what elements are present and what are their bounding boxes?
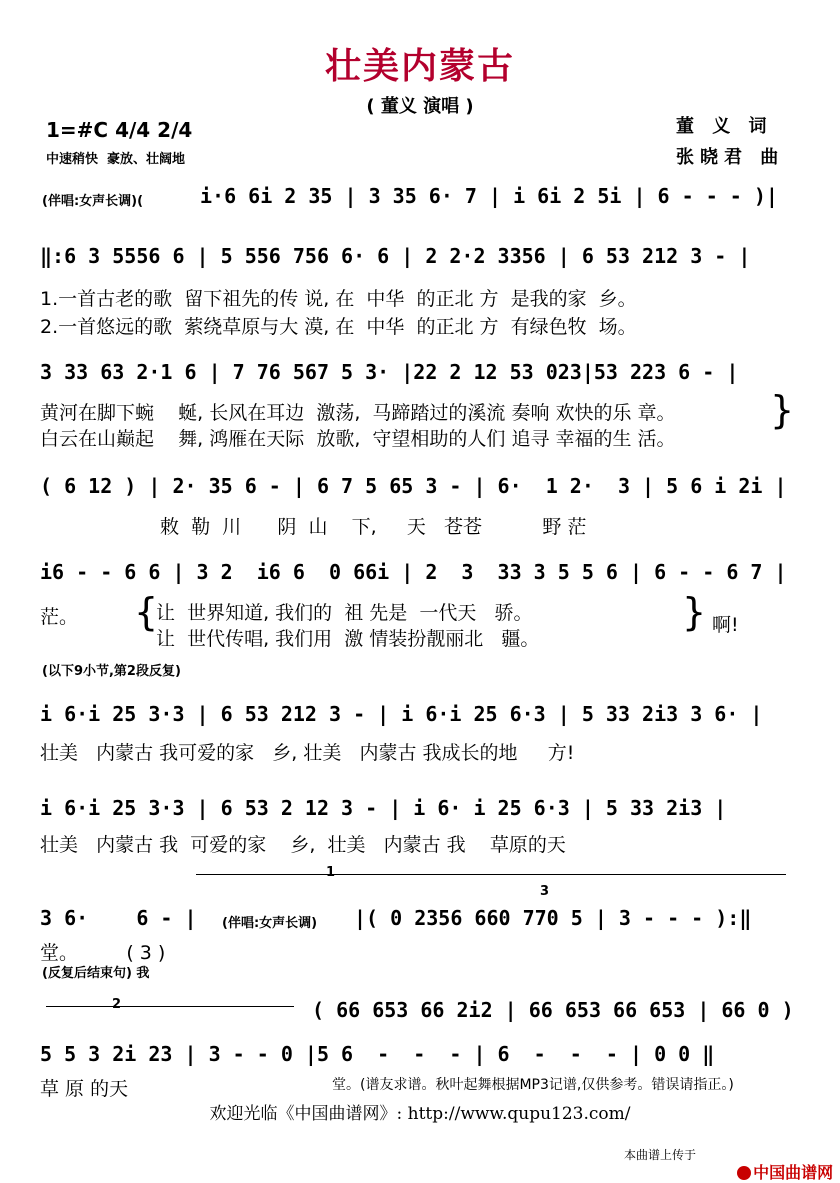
score-line-2: 3 33 63 2·1 6 | 7 76 567 5 3· |22 2 12 53 023|53 223 6 - | <box>40 360 739 384</box>
volta-1-line <box>196 874 786 875</box>
triplet-label: 3 <box>540 884 550 899</box>
lyric-line-6: 壮美 内蒙古 我 可爱的家 乡, 壮美 内蒙古 我 草原的天 <box>40 834 566 856</box>
lyric-line-8-tail: 堂。(谱友求谱。秋叶起舞根据MP3记谱,仅供参考。错误请指正。) <box>332 1077 734 1093</box>
verse-brace-close: } <box>682 590 707 634</box>
tempo-marking: 中速稍快 豪放、壮阔地 <box>46 152 186 167</box>
lyric-line-8: 草 原 的天 <box>40 1078 129 1100</box>
upload-notice: 本曲谱上传于 <box>624 1148 697 1162</box>
lyric-line-4-verse-1: 让 世界知道, 我们的 祖 先是 一代天 骄。 <box>156 602 533 624</box>
score-line-5: i 6·i 25 3·3 | 6 53 212 3 - | i 6·i 25 6·3 | 5 33 2i3 3 6· | <box>40 702 763 726</box>
score-line-8: 5 5 3 2i 23 | 3 - - 0 |5 6 - - - | 6 - - - | 0 0 ‖ <box>40 1042 715 1066</box>
score-line-1: ‖:6 3 5556 6 | 5 556 756 6· 6 | 2 2·2 3356 | 6 53 212 3 - | <box>40 244 751 268</box>
page-title: 壮美内蒙古 <box>324 46 515 87</box>
score-line-4: i6 - - 6 6 | 3 2 i6 6 0 66i | 2 3 33 3 5 5 6 | 6 - - 6 7 | <box>40 560 787 584</box>
lyric-line-7: 堂。 ( 3 ) <box>40 942 166 964</box>
volta-2-label: 2 <box>112 997 122 1012</box>
accompaniment-label: (伴唱:女声长调) <box>222 916 318 931</box>
site-logo-text: 中国曲谱网 <box>753 1163 834 1182</box>
site-logo <box>726 1141 833 1183</box>
intro-notes: i·6 6i 2 35 | 3 35 6· 7 | i 6i 2 5i | 6 - - - )| <box>200 184 778 208</box>
lyric-line-3: 敕 勒 川 阴 山 下, 天 苍苍 野 茫 <box>160 516 587 538</box>
score-line-7: 3 6· 6 - | <box>40 906 197 930</box>
ending-note: (反复后结束句) 我 <box>42 966 150 981</box>
lyricist-credit: 董 义 词 <box>676 116 773 137</box>
intro-label: (伴唱:女声长调)( <box>42 194 144 209</box>
verse-brace-open: { <box>134 590 159 634</box>
lyric-line-2-verse-2: 白云在山巅起 舞, 鸿雁在天际 放歌, 守望相助的人们 追寻 幸福的生 活。 <box>40 428 676 450</box>
volta-2-line <box>46 1006 294 1007</box>
score-line-8-top: ( 66 653 66 2i2 | 66 653 66 653 | 66 0 ) <box>312 998 794 1022</box>
lyric-line-1-verse-2: 2.一首悠远的歌 萦绕草原与大 漠, 在 中华 的正北 方 有绿色牧 场。 <box>40 316 637 338</box>
key-signature: 1=#C 4/4 2/4 <box>46 118 193 142</box>
logo-mark-icon <box>737 1166 751 1180</box>
score-line-3: ( 6 12 ) | 2· 35 6 - | 6 7 5 65 3 - | 6· 1 2· 3 | 5 6 i 2i | <box>40 474 787 498</box>
lyric-line-1-verse-1: 1.一首古老的歌 留下祖先的传 说, 在 中华 的正北 方 是我的家 乡。 <box>40 288 637 310</box>
volta-1-label: 1 <box>326 865 336 880</box>
lyric-line-4-end: 啊! <box>712 614 739 636</box>
lyric-line-4-start: 茫。 <box>40 606 79 628</box>
performer-subtitle: ( 董义 演唱 ) <box>366 96 474 117</box>
lyric-line-4-verse-2: 让 世代传唱, 我们用 激 情装扮靓丽北 疆。 <box>156 628 540 650</box>
lyric-line-2-verse-1: 黄河在脚下蜿 蜒, 长风在耳边 激荡, 马蹄踏过的溪流 奏响 欢快的乐 章。 <box>40 402 676 424</box>
lyric-line-5: 壮美 内蒙古 我可爱的家 乡, 壮美 内蒙古 我成长的地 方! <box>40 742 575 764</box>
verse-brace: } <box>770 388 795 432</box>
footer-welcome: 欢迎光临《中国曲谱网》: http://www.qupu123.com/ <box>209 1104 631 1124</box>
score-line-6: i 6·i 25 3·3 | 6 53 2 12 3 - | i 6· i 25 6·3 | 5 33 2i3 | <box>40 796 727 820</box>
repeat-note: (以下9小节,第2段反复) <box>42 664 181 679</box>
score-line-7b: |( 0 2356 660 770 5 | 3 - - - ):‖ <box>354 906 752 930</box>
composer-credit: 张晓君 曲 <box>676 147 785 168</box>
